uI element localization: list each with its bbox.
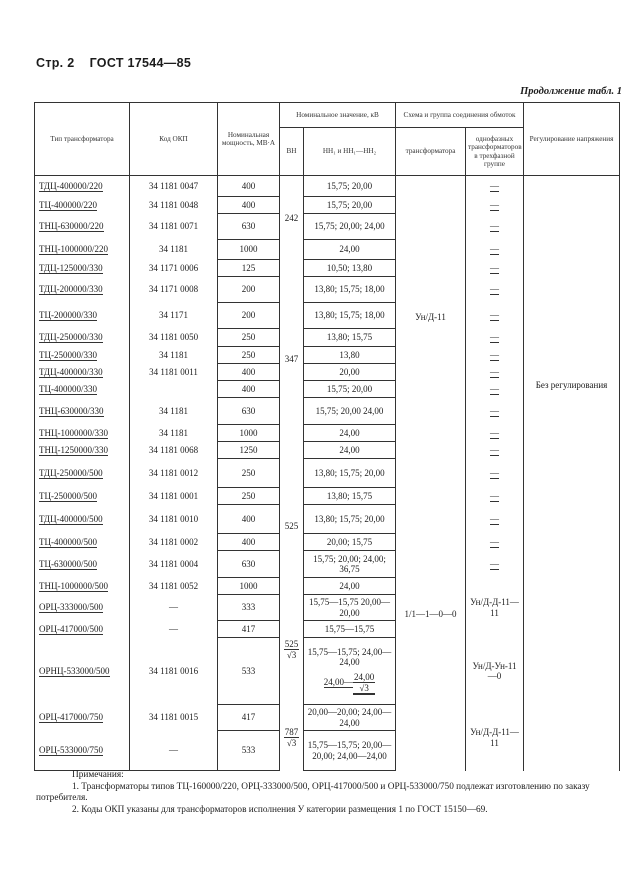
row-okp: 34 1181 [130,398,218,425]
row-nn: 10,50; 13,80 [304,260,396,277]
row-single: — [466,176,524,197]
row-okp: 34 1181 0011 [130,364,218,381]
table-row-type: ТЦ-630000/500 [35,551,130,578]
header-voltage: Номинальное значение, кВ [280,103,396,128]
row-nn: 15,75; 20,00 [304,197,396,214]
row-okp: 34 1171 0008 [130,277,218,303]
row-nn: 13,80; 15,75; 20,00 [304,505,396,534]
row-power: 400 [218,197,280,214]
row-single: — [466,240,524,260]
row-nn: 15,75; 20,00 [304,176,396,197]
row-single: — [466,347,524,364]
row-single: — [466,534,524,551]
notes-title: Примечания: [72,770,124,780]
row-single: — [466,364,524,381]
row-power: 630 [218,398,280,425]
row-single: — [466,277,524,303]
row-okp: 34 1181 0048 [130,197,218,214]
table-row-type: ОРЦ-417000/750 [35,705,130,731]
table-row-type: ТНЦ-630000/330 [35,398,130,425]
row-nn: 24,00 [304,442,396,459]
table-row-type: ТДЦ-200000/330 [35,277,130,303]
row-power: 630 [218,551,280,578]
scheme-single: 1/1—1—0—0 [396,459,466,771]
vn-787-root: $\frac{787}{√3}$ [280,705,304,771]
row-power: 250 [218,347,280,364]
single-phase-c: Ун/Д-Д-11—11 [466,705,524,771]
row-power: 400 [218,176,280,197]
table-row-type: ТЦ-200000/330 [35,303,130,329]
row-nn: 13,80; 15,75; 18,00 [304,303,396,329]
vn-347: 347 [280,260,304,459]
table-row-type: ТДЦ-125000/330 [35,260,130,277]
table-row-type: ТДЦ-400000/500 [35,505,130,534]
row-nn: 15,75; 20,00; 24,00; 36,75 [304,551,396,578]
table-row-type: ТНЦ-630000/220 [35,214,130,240]
row-nn: 15,75—15,75 20,00—20,00 [304,595,396,621]
table-row-type: ТЦ-250000/330 [35,347,130,364]
row-nn: 15,75; 20,00; 24,00 [304,214,396,240]
header-regulation: Регулирование напряжения [524,103,620,176]
row-power: 200 [218,277,280,303]
row-power: 417 [218,705,280,731]
row-power: 333 [218,595,280,621]
row-power: 533 [218,731,280,771]
row-nn: 13,80; 15,75 [304,488,396,505]
header-transformer: трансформатора [396,128,466,176]
table-row-type: ТНЦ-1000000/500 [35,578,130,595]
note-item: 2. Коды ОКП указаны для трансформаторов исполнения У категории размещения 1 по ГОСТ 15150—69. [72,804,488,815]
header-okp: Код ОКП [130,103,218,176]
row-okp: 34 1181 0001 [130,488,218,505]
row-nn: 13,80; 15,75 [304,329,396,347]
header-power: Номинальная мощность, МВ·А [218,103,280,176]
row-nn: 20,00—20,00; 24,00—24,00 [304,705,396,731]
row-power: 250 [218,459,280,488]
page-header [36,56,191,70]
row-power: 250 [218,329,280,347]
table-row-type: ОРНЦ-533000/500 [35,638,130,705]
row-power: 1000 [218,425,280,442]
transformer-table [34,102,620,771]
row-power: 200 [218,303,280,329]
vn-525-root: $\frac{525}{√3}$ [280,595,304,705]
row-okp: — [130,621,218,638]
table-row-type: ОРЦ-333000/500 [35,595,130,621]
row-single: — [466,260,524,277]
row-okp: 34 1181 0015 [130,705,218,731]
row-nn: 15,75; 20,00 [304,381,396,398]
table-row-type: ТНЦ-1000000/330 [35,425,130,442]
row-okp: 34 1171 [130,303,218,329]
row-nn: 24,00 [304,240,396,260]
row-power: 400 [218,534,280,551]
row-okp: 34 1181 0052 [130,578,218,595]
row-okp: 34 1181 0010 [130,505,218,534]
table-row-type: ТЦ-400000/330 [35,381,130,398]
page-number: Стр. 2 [36,56,75,70]
table-row-type: ТЦ-250000/500 [35,488,130,505]
row-single: — [466,329,524,347]
row-okp: 34 1181 0012 [130,459,218,488]
row-nn: 20,00; 15,75 [304,534,396,551]
row-nn: 24,00 [304,425,396,442]
header-vn: ВН [280,128,304,176]
row-nn: 13,80; 15,75; 20,00 [304,459,396,488]
row-okp: — [130,731,218,771]
table-row-type: ТДЦ-400000/220 [35,176,130,197]
row-okp: — [130,595,218,621]
row-power: 250 [218,488,280,505]
row-single: — [466,551,524,578]
row-okp: 34 1181 [130,240,218,260]
scheme-yd11: Ун/Д-11 [396,176,466,459]
table-row-type: ОРЦ-417000/500 [35,621,130,638]
regulation-blank [524,595,620,771]
vn-525: 525 [280,459,304,595]
row-single: — [466,398,524,425]
notes [36,770,616,816]
row-okp: 34 1181 0004 [130,551,218,578]
single-phase-b: Ун/Д-Ун-11—0 [466,638,524,705]
row-nn: 13,80; 15,75; 18,00 [304,277,396,303]
row-nn: 24,00 [304,578,396,595]
nn-fraction: 24,00— $\frac{24,00}{√3}$ [306,672,393,695]
row-nn: 15,75—15,75; 20,00—20,00; 24,00—24,00 [304,731,396,771]
row-single: — [466,381,524,398]
row-nn: 15,75—15,75; 24,00—24,00 24,00— $\frac{24,00}{√3}$ [304,638,396,705]
row-power: 1000 [218,240,280,260]
header-nn: НН₁ и НН₁—НН₂ [304,128,396,176]
row-nn: 15,75—15,75 [304,621,396,638]
row-power: 417 [218,621,280,638]
table-row-type: ТЦ-400000/500 [35,534,130,551]
row-okp [130,381,218,398]
table-row-type: ТДЦ-250000/500 [35,459,130,488]
row-okp: 34 1181 [130,425,218,442]
table-row-type: ОРЦ-533000/750 [35,731,130,771]
row-okp: 34 1181 0050 [130,329,218,347]
row-power: 533 [218,638,280,705]
row-single: — [466,197,524,214]
table-continuation: Продолжение табл. 1 [520,86,622,97]
single-phase-a: Ун/Д-Д-11—11 [466,578,524,638]
regulation-value: Без регулирования [524,176,620,595]
row-power: 400 [218,381,280,398]
row-okp: 34 1181 0068 [130,442,218,459]
row-power: 1250 [218,442,280,459]
row-single: — [466,488,524,505]
vn-242: 242 [280,176,304,260]
standard-code: ГОСТ 17544—85 [89,56,192,70]
row-single: — [466,505,524,534]
row-okp: 34 1171 0006 [130,260,218,277]
note-item: 1. Трансформаторы типов ТЦ-160000/220, ОРЦ-333000/500, ОРЦ-417000/500 и ОРЦ-533000/750 подлежат изготовлению по заказу потребителя. [36,781,590,804]
row-okp: 34 1181 0071 [130,214,218,240]
row-single: — [466,459,524,488]
table-row-type: ТНЦ-1250000/330 [35,442,130,459]
row-power: 630 [218,214,280,240]
header-single-phase: однофазных трансформаторов в трехфазной группе [466,128,524,176]
row-single: — [466,303,524,329]
row-single: — [466,425,524,442]
row-nn: 15,75; 20,00 24,00 [304,398,396,425]
header-type: Тип трансформатора [35,103,130,176]
row-single: — [466,214,524,240]
table-row-type: ТЦ-400000/220 [35,197,130,214]
row-power: 125 [218,260,280,277]
table-row-type: ТДЦ-400000/330 [35,364,130,381]
header-scheme: Схема и группа соединения обмоток [396,103,524,128]
row-nn: 13,80 [304,347,396,364]
row-nn: 20,00 [304,364,396,381]
row-power: 1000 [218,578,280,595]
row-power: 400 [218,364,280,381]
row-power: 400 [218,505,280,534]
table-row-type: ТДЦ-250000/330 [35,329,130,347]
table-row-type: ТНЦ-1000000/220 [35,240,130,260]
row-okp: 34 1181 [130,347,218,364]
row-single: — [466,442,524,459]
row-okp: 34 1181 0016 [130,638,218,705]
row-okp: 34 1181 0047 [130,176,218,197]
row-okp: 34 1181 0002 [130,534,218,551]
